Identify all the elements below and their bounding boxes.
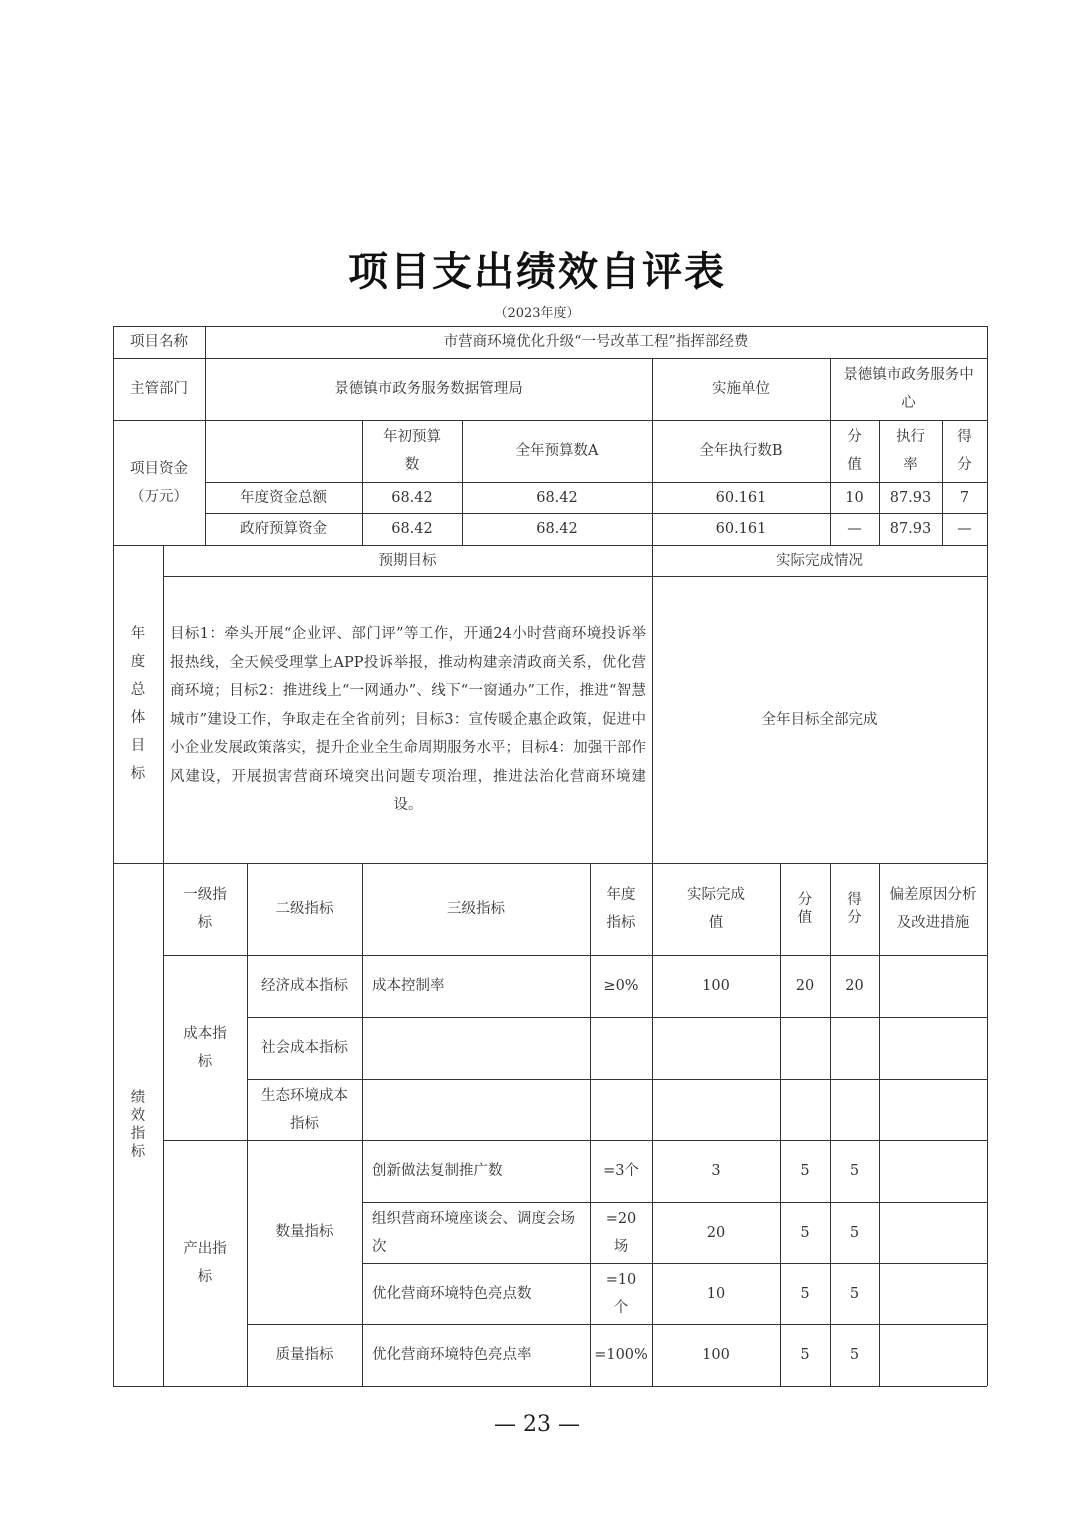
annual-cell: =3个 — [603, 1163, 639, 1179]
score-value-cell: 5 — [800, 1285, 810, 1302]
annual-cell: =20场 — [605, 1210, 637, 1255]
funds-header-score-value: 分值 — [847, 429, 862, 473]
funds-row-annual-a: 68.42 — [536, 521, 578, 537]
funds-row-initial: 68.42 — [391, 489, 433, 506]
level1-cost: 成本指标 — [183, 1025, 227, 1070]
funds-row-score-value: 10 — [845, 489, 864, 506]
actual-cell: 3 — [711, 1163, 721, 1179]
level3-cell: 组织营商环境座谈会、调度会场次 — [372, 1210, 575, 1255]
indicator-header-score: 得分 — [847, 892, 862, 926]
score-value-cell: 20 — [795, 978, 815, 994]
annual-cell: ≥0% — [603, 978, 639, 994]
expected-goal-text: 目标1：牵头开展“企业评、部门评”等工作，开通24小时营商环境投诉举报热线，全天候受理掌上APP投诉举报，推动构建亲清政商关系，优化营商环境；目标2：推进线上“一网通办”、线下“一窗通办”工作，推进“智慧城市”建设工作，争取走在全省前列；目标3：宣传暖企惠企政策，促进中小企业发展政策落实，提升企业全生命周期服务水平；目标4：加强干部作风建设，开展损害营商环境突出问题专项治理，推进法治化营商环境建设。 — [170, 626, 646, 813]
score-cell: 20 — [845, 978, 864, 994]
level2-cell: 经济成本指标 — [261, 978, 348, 994]
table-border-bottom — [113, 1386, 987, 1387]
level3-cell: 成本控制率 — [372, 978, 445, 994]
funds-row-annual-a: 68.42 — [536, 489, 578, 506]
level3-cell: 创新做法复制推广数 — [372, 1163, 503, 1179]
implementing-unit-label: 实施单位 — [712, 381, 770, 397]
score-cell: 5 — [849, 1347, 860, 1363]
funds-row-exec-b: 60.161 — [715, 489, 767, 506]
funds-row-exec-b: 60.161 — [715, 521, 767, 537]
project-name-value: 市营商环境优化升级“一号改革工程”指挥部经费 — [443, 334, 749, 350]
actual-cell: 100 — [702, 978, 730, 994]
score-value-cell: 5 — [800, 1224, 810, 1241]
funds-header-annual-a: 全年预算数A — [515, 443, 599, 459]
funds-row-exec-rate: 87.93 — [889, 521, 932, 537]
funds-header-exec-rate: 执行率 — [896, 429, 925, 473]
actual-cell: 10 — [706, 1285, 726, 1302]
score-cell: 5 — [849, 1163, 860, 1179]
actual-cell: 20 — [706, 1224, 726, 1241]
funds-row-name: 政府预算资金 — [240, 521, 327, 537]
page-title: 项目支出绩效自评表 — [348, 249, 726, 295]
level3-cell: 优化营商环境特色亮点数 — [372, 1285, 532, 1302]
level2-cell: 生态环境成本指标 — [261, 1087, 348, 1132]
supervising-dept-value: 景德镇市政务服务数据管理局 — [334, 381, 523, 397]
year-subtitle: （2023年度） — [494, 306, 580, 321]
indicator-header-level1: 一级指标 — [183, 887, 227, 931]
score-cell: 5 — [849, 1224, 860, 1241]
level2-quality: 质量指标 — [275, 1347, 334, 1363]
funds-row-score: — — [957, 521, 972, 537]
supervising-dept-label: 主管部门 — [130, 381, 188, 397]
indicator-header-annual: 年度指标 — [606, 887, 636, 931]
annual-goal-label: 年度总体目标 — [130, 626, 146, 782]
funds-row-exec-rate: 87.93 — [889, 489, 932, 506]
indicator-header-deviation: 偏差原因分析及改进措施 — [889, 887, 977, 931]
actual-completion-text: 全年目标全部完成 — [761, 711, 878, 728]
level2-cell: 社会成本指标 — [261, 1040, 348, 1056]
indicator-header-score-value: 分值 — [797, 892, 813, 926]
funds-row-score: 7 — [959, 489, 970, 506]
indicator-header-level3: 三级指标 — [447, 901, 505, 917]
score-value-cell: 5 — [800, 1163, 810, 1179]
funds-header-initial: 年初预算数 — [383, 429, 441, 473]
indicators-label: 绩效指标 — [130, 1089, 146, 1160]
funds-row-initial: 68.42 — [391, 521, 433, 537]
annual-cell: =10个 — [605, 1271, 637, 1316]
score-value-cell: 5 — [800, 1347, 810, 1363]
indicator-header-level2: 二级指标 — [275, 901, 334, 917]
annual-cell: =100% — [594, 1347, 648, 1363]
funds-row-name: 年度资金总额 — [240, 489, 327, 506]
table-border-right — [987, 326, 988, 1386]
actual-cell: 100 — [702, 1347, 730, 1363]
actual-completion-header: 实际完成情况 — [776, 552, 863, 569]
funds-header-exec-b: 全年执行数B — [699, 443, 783, 459]
funds-header-score: 得分 — [957, 429, 972, 473]
level3-cell: 优化营商环境特色亮点率 — [372, 1347, 532, 1363]
expected-goal-header: 预期目标 — [378, 552, 437, 569]
level2-quantity: 数量指标 — [275, 1224, 334, 1240]
indicator-header-actual: 实际完成值 — [687, 887, 745, 931]
implementing-unit-value: 景德镇市政务服务中心 — [843, 367, 974, 411]
funds-row-score-value: — — [847, 521, 862, 537]
funds-label: 项目资金（万元） — [130, 460, 188, 505]
score-cell: 5 — [849, 1285, 860, 1302]
project-name-label: 项目名称 — [130, 334, 188, 350]
level1-output: 产出指标 — [183, 1241, 227, 1285]
deviation-cell — [879, 955, 987, 1017]
page-number: — 23 — — [494, 1412, 580, 1437]
